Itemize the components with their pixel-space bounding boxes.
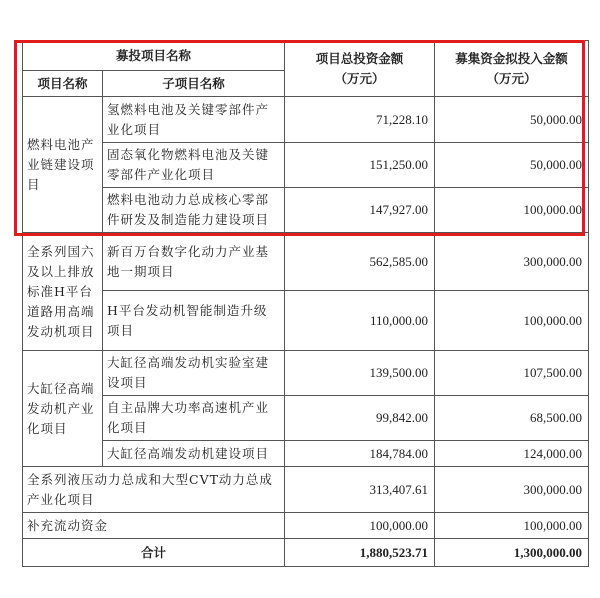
raised-funds: 68,500.00 — [435, 396, 589, 441]
total-investment: 100,000.00 — [285, 513, 435, 539]
header-raised-funds-label: 募集资金拟投入金额 — [455, 50, 568, 66]
raised-funds: 50,000.00 — [435, 143, 589, 188]
header-total-investment-unit: （万元） — [334, 70, 385, 86]
table-row — [23, 143, 589, 188]
project-name: 补充流动资金 — [23, 513, 285, 539]
table-row — [23, 467, 589, 513]
header-project-name: 项目名称 — [23, 71, 103, 97]
subproject-name: 氢燃料电池及关键零部件产业化项目 — [103, 97, 285, 143]
raised-funds: 300,000.00 — [435, 467, 589, 513]
total-investment: 99,842.00 — [285, 396, 435, 441]
total-investment: 313,407.61 — [285, 467, 435, 513]
project-name: 大缸径高端发动机产业化项目 — [23, 351, 103, 467]
table-row — [23, 396, 589, 441]
header-total-investment — [285, 41, 435, 97]
subproject-name: 燃料电池动力总成核心零部件研发及制造能力建设项目 — [103, 188, 285, 233]
table-row — [23, 351, 589, 396]
subproject-name: H平台发动机智能制造升级项目 — [103, 291, 285, 351]
raised-funds: 300,000.00 — [435, 233, 589, 291]
total-investment: 184,784.00 — [285, 441, 435, 467]
subproject-name: 自主品牌大功率高速机产业化项目 — [103, 396, 285, 441]
fundraising-projects-table — [22, 40, 589, 567]
project-name: 全系列国六及以上排放标准H平台道路用高端发动机项目 — [23, 233, 103, 351]
table-frame — [22, 40, 588, 576]
table-row — [23, 97, 589, 143]
project-name: 燃料电池产业链建设项目 — [23, 97, 103, 233]
table-row — [23, 441, 589, 467]
table-row — [23, 291, 589, 351]
subproject-name: 固态氧化物燃料电池及关键零部件产业化项目 — [103, 143, 285, 188]
total-investment: 562,585.00 — [285, 233, 435, 291]
subproject-name: 大缸径高端发动机实验室建设项目 — [103, 351, 285, 396]
header-total-investment-label: 项目总投资金额 — [315, 50, 404, 66]
total-investment: 71,228.10 — [285, 97, 435, 143]
raised-funds: 124,000.00 — [435, 441, 589, 467]
total-label: 合计 — [23, 539, 285, 567]
raised-funds: 107,500.00 — [435, 351, 589, 396]
header-subproject-name: 子项目名称 — [103, 71, 285, 97]
project-name: 全系列液压动力总成和大型CVT动力总成产业化项目 — [23, 467, 285, 513]
total-investment: 110,000.00 — [285, 291, 435, 351]
grand-total-investment: 1,880,523.71 — [285, 539, 435, 567]
raised-funds: 100,000.00 — [435, 513, 589, 539]
total-row — [23, 539, 589, 567]
raised-funds: 100,000.00 — [435, 291, 589, 351]
total-investment: 139,500.00 — [285, 351, 435, 396]
grand-total-raised: 1,300,000.00 — [435, 539, 589, 567]
table-row — [23, 233, 589, 291]
header-raised-funds-unit: （万元） — [486, 70, 537, 86]
subproject-name: 大缸径高端发动机建设项目 — [103, 441, 285, 467]
total-investment: 151,250.00 — [285, 143, 435, 188]
subproject-name: 新百万台数字化动力产业基地一期项目 — [103, 233, 285, 291]
raised-funds: 50,000.00 — [435, 97, 589, 143]
table-row — [23, 513, 589, 539]
header-group-title: 募投项目名称 — [23, 41, 285, 71]
raised-funds: 100,000.00 — [435, 188, 589, 233]
table-row — [23, 188, 589, 233]
total-investment: 147,927.00 — [285, 188, 435, 233]
header-raised-funds — [435, 41, 589, 97]
